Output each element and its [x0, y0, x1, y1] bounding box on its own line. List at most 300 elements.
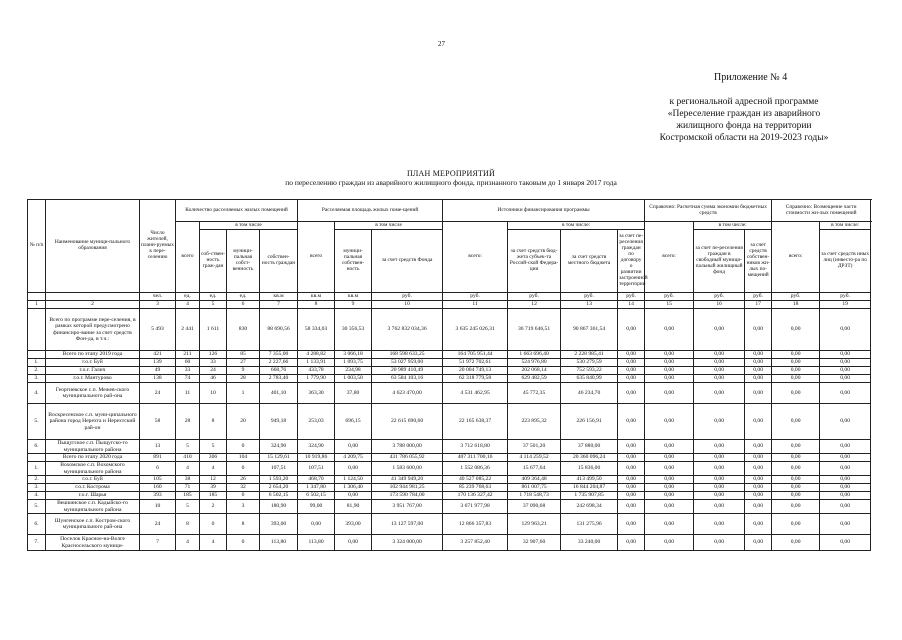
value-cell: 15 129,61	[260, 454, 298, 462]
value-cell: 4	[176, 462, 200, 476]
table-row	[28, 462, 871, 476]
value-cell: 0,00	[745, 383, 772, 404]
row-number-cell	[28, 309, 46, 351]
value-cell: 1 552 086,36	[443, 462, 508, 476]
value-cell: 12	[200, 476, 227, 484]
value-cell: 0,00	[772, 440, 820, 454]
value-cell: 324,90	[298, 440, 335, 454]
column-number-cell: 15	[645, 301, 694, 309]
column-number-cell: 4	[176, 301, 200, 309]
column-number-cell: 5	[200, 301, 227, 309]
value-cell: 0,00	[745, 476, 772, 484]
value-cell: 861 007,75	[508, 484, 561, 492]
value-cell: 53 027 959,00	[372, 359, 443, 367]
value-cell: 668,76	[260, 367, 298, 375]
value-cell: 3 762 832 034,36	[372, 309, 443, 351]
appendix-subtitle	[614, 96, 874, 144]
table-row	[28, 500, 871, 514]
value-cell: 6 502,15	[298, 492, 335, 500]
value-cell: 27	[227, 359, 260, 367]
value-cell: 530 279,59	[561, 359, 618, 367]
value-cell: 0,00	[694, 351, 745, 359]
value-cell: 36 719 646,51	[508, 309, 561, 351]
value-cell: 0,00	[645, 500, 694, 514]
header-area-total: всего	[298, 222, 335, 293]
value-cell: 413 499,50	[561, 476, 618, 484]
row-number-cell: 7.	[28, 535, 46, 551]
value-cell: 22 165 638,37	[443, 404, 508, 440]
value-cell: 0,00	[772, 309, 820, 351]
value-cell: 28	[176, 404, 200, 440]
value-cell: 5	[200, 440, 227, 454]
value-cell: 12 866 357,83	[443, 514, 508, 535]
value-cell: 49	[140, 367, 176, 375]
value-cell: 113,80	[298, 535, 335, 551]
value-cell: 7 355,00	[260, 351, 298, 359]
table-row	[28, 535, 871, 551]
value-cell: 0,00	[645, 309, 694, 351]
table-row	[28, 383, 871, 404]
value-cell: 0,00	[618, 375, 645, 383]
value-cell: 0,00	[694, 383, 745, 404]
value-cell: 104	[227, 454, 260, 462]
value-cell: 1 593,20	[260, 476, 298, 484]
value-cell: 0	[227, 535, 260, 551]
appendix-title: Приложение № 4	[714, 72, 788, 83]
value-cell: 0,00	[820, 535, 871, 551]
header-subject: за счет средств бюд-жета субъек-та Россий-ской Федера-ции	[508, 230, 561, 293]
value-cell: 0,00	[745, 367, 772, 375]
value-cell: 0,00	[618, 514, 645, 535]
value-cell: 0,00	[745, 309, 772, 351]
value-cell: 0,00	[772, 492, 820, 500]
municipality-name-cell: Вешкинское с.п. Кадыйско-го муниципального района	[46, 500, 140, 514]
value-cell: 0,00	[820, 492, 871, 500]
value-cell: 324,90	[260, 440, 298, 454]
value-cell: 28	[227, 375, 260, 383]
value-cell: 0,00	[820, 462, 871, 476]
value-cell: 0,00	[772, 484, 820, 492]
value-cell: 0,00	[820, 500, 871, 514]
value-cell: 0,00	[772, 351, 820, 359]
value-cell: 5	[176, 500, 200, 514]
header-group-refund: Справочно: Возмещение части стоимости жи-лых помещений	[772, 200, 871, 222]
value-cell: 202 068,14	[508, 367, 561, 375]
value-cell: 0,00	[618, 309, 645, 351]
value-cell: 0,00	[772, 375, 820, 383]
column-number-cell: 8	[298, 301, 335, 309]
value-cell: 37,80	[335, 383, 372, 404]
value-cell: 0,00	[745, 484, 772, 492]
unit-cell: кв.м	[298, 293, 335, 301]
value-cell: 0,00	[745, 440, 772, 454]
value-cell: 421	[140, 351, 176, 359]
row-number-cell: 4.	[28, 492, 46, 500]
value-cell: 1 133,91	[298, 359, 335, 367]
value-cell: 40 527 085,22	[443, 476, 508, 484]
value-cell: 0,00	[335, 462, 372, 476]
units-cell	[28, 293, 46, 301]
value-cell: 0,00	[772, 500, 820, 514]
value-cell: 164 705 951,44	[443, 351, 508, 359]
value-cell: 0	[227, 462, 260, 476]
value-cell: 85 239 768,63	[443, 484, 508, 492]
value-cell: 0,00	[745, 375, 772, 383]
value-cell: 2 441	[176, 309, 200, 351]
row-number-cell: 3.	[28, 484, 46, 492]
value-cell: 0,00	[618, 359, 645, 367]
value-cell: 393,00	[335, 514, 372, 535]
value-cell: 10	[200, 383, 227, 404]
value-cell: 0,00	[820, 476, 871, 484]
value-cell: 0,00	[645, 514, 694, 535]
header-name: Наименование муници-пального образования	[46, 200, 140, 293]
municipality-name-cell: г.о.г. Шарья	[46, 492, 140, 500]
header-municipal: муници-пальная собст-венность	[227, 230, 260, 293]
unit-cell: руб.	[372, 293, 443, 301]
column-number-cell: 9	[335, 301, 372, 309]
value-cell: 0,00	[335, 492, 372, 500]
column-number-cell: 10	[372, 301, 443, 309]
row-number-cell: 6.	[28, 514, 46, 535]
header-refund-incl: в том числе:	[820, 222, 871, 230]
value-cell: 37 501,20	[508, 440, 561, 454]
column-number-cell: 16	[694, 301, 745, 309]
header-refund-total: всего:	[772, 222, 820, 293]
value-cell: 85	[227, 351, 260, 359]
column-number-cell: 18	[772, 301, 820, 309]
value-cell: 33	[176, 367, 200, 375]
value-cell: 180,90	[260, 500, 298, 514]
value-cell: 0,00	[820, 383, 871, 404]
value-cell: 3 788 000,00	[372, 440, 443, 454]
value-cell: 3 324 000,00	[372, 535, 443, 551]
table-row	[28, 367, 871, 375]
header-residents: Число жителей, плани-руемых к пере-селению	[140, 200, 176, 293]
unit-cell: кв.м	[260, 293, 298, 301]
column-number-cell: 12	[508, 301, 561, 309]
value-cell: 0,00	[645, 440, 694, 454]
value-cell: 409 364,48	[508, 476, 561, 484]
row-number-cell: 5.	[28, 500, 46, 514]
unit-cell: руб.	[645, 293, 694, 301]
value-cell: 0,00	[618, 383, 645, 404]
row-number-cell: 4.	[28, 383, 46, 404]
value-cell: 2 783,40	[260, 375, 298, 383]
value-cell: 0,00	[694, 484, 745, 492]
value-cell: 32 907,60	[508, 535, 561, 551]
value-cell: 2	[200, 500, 227, 514]
value-cell: 3 671 977,98	[443, 500, 508, 514]
value-cell: 1 306,40	[335, 484, 372, 492]
value-cell: 696,15	[335, 404, 372, 440]
table-row	[28, 484, 871, 492]
column-number-cell: 2	[46, 301, 140, 309]
value-cell: 107,51	[260, 462, 298, 476]
value-cell: 0,00	[618, 454, 645, 462]
value-cell: 1 779,90	[298, 375, 335, 383]
value-cell: 3 635 245 026,31	[443, 309, 508, 351]
value-cell: 0,00	[694, 492, 745, 500]
row-number-cell: 1.	[28, 359, 46, 367]
value-cell: 0,00	[645, 383, 694, 404]
header-num: № п/п	[28, 200, 46, 293]
municipality-name-cell: Всего по этапу 2019 года	[46, 351, 140, 359]
header-local: за счет средств местного бюджета	[561, 230, 618, 293]
units-cell	[46, 293, 140, 301]
value-cell: 51 972 702,61	[443, 359, 508, 367]
header-refund-b: за счет средств иных лиц (инвесто-ра по ДРЗТ)	[820, 230, 871, 293]
value-cell: 4 531 462,95	[443, 383, 508, 404]
value-cell: 0,00	[772, 476, 820, 484]
value-cell: 74	[176, 375, 200, 383]
value-cell: 8	[176, 514, 200, 535]
value-cell: 13	[140, 440, 176, 454]
value-cell: 0,00	[618, 492, 645, 500]
value-cell: 7	[140, 535, 176, 551]
value-cell: 0	[227, 440, 260, 454]
value-cell: 0,00	[745, 535, 772, 551]
value-cell: 253,03	[298, 404, 335, 440]
value-cell: 0,00	[694, 375, 745, 383]
value-cell: 0,00	[772, 383, 820, 404]
row-number-cell	[28, 454, 46, 462]
value-cell: 393	[140, 492, 176, 500]
value-cell: 0,00	[820, 484, 871, 492]
value-cell: 0,00	[772, 535, 820, 551]
value-cell: 24	[140, 383, 176, 404]
value-cell: 0,00	[645, 535, 694, 551]
table-row	[28, 351, 871, 359]
value-cell: 3 951 767,00	[372, 500, 443, 514]
unit-cell: руб.	[745, 293, 772, 301]
table-row	[28, 440, 871, 454]
value-cell: 223 895,32	[508, 404, 561, 440]
value-cell: 0,00	[745, 462, 772, 476]
appendix-subtitle-line: жилищного фонда на территории	[676, 121, 812, 131]
value-cell: 0,00	[335, 440, 372, 454]
value-cell: 3 066,18	[335, 351, 372, 359]
value-cell: 1	[227, 383, 260, 404]
unit-cell: ед.	[200, 293, 227, 301]
header-savings-a: за счет пе-реселения граждан по договору о развитии застроенной территории	[618, 230, 645, 293]
value-cell: 0,00	[645, 351, 694, 359]
unit-cell: руб.	[820, 293, 871, 301]
table-row	[28, 359, 871, 367]
value-cell: 1 611	[200, 309, 227, 351]
value-cell: 1 718 548,73	[508, 492, 561, 500]
value-cell: 173 590 784,00	[372, 492, 443, 500]
value-cell: 8	[200, 404, 227, 440]
value-cell: 393,00	[260, 514, 298, 535]
column-number-cell: 13	[561, 301, 618, 309]
municipality-name-cell: Георгиевское с.п. Межев-ского муниципального рай-она	[46, 383, 140, 404]
value-cell: 226 156,91	[561, 404, 618, 440]
value-cell: 0,00	[820, 351, 871, 359]
header-municipal-area: муници-пальная собствен-ность	[335, 230, 372, 293]
value-cell: 2 228 985,41	[561, 351, 618, 359]
value-cell: 752 593,22	[561, 367, 618, 375]
header-refund-a: за счет средств собствен-ников жи-лых по-мещений	[745, 230, 772, 293]
value-cell: 58 334,03	[298, 309, 335, 351]
value-cell: 26	[227, 476, 260, 484]
municipality-name-cell: Шунгенское с.п. Костром-ского муниципального рай-она	[46, 514, 140, 535]
value-cell: 4	[176, 535, 200, 551]
municipality-name-cell: Вохомское с.п. Вохомского муниципального района	[46, 462, 140, 476]
unit-cell: руб.	[694, 293, 745, 301]
value-cell: 185	[200, 492, 227, 500]
value-cell: 0,00	[618, 535, 645, 551]
row-number-cell: 2.	[28, 476, 46, 484]
value-cell: 15 677,64	[508, 462, 561, 476]
value-cell: 0,00	[745, 351, 772, 359]
value-cell: 0,00	[820, 375, 871, 383]
value-cell: 63 584 103,16	[372, 375, 443, 383]
column-number-cell: 19	[820, 301, 871, 309]
value-cell: 891	[140, 454, 176, 462]
value-cell: 0,00	[645, 359, 694, 367]
value-cell: 0,00	[745, 404, 772, 440]
value-cell: 113,80	[260, 535, 298, 551]
value-cell: 0,00	[618, 500, 645, 514]
value-cell: 431 786 055,92	[372, 454, 443, 462]
value-cell: 9	[227, 367, 260, 375]
page-number: 27	[438, 40, 445, 48]
value-cell: 20 989 410,49	[372, 367, 443, 375]
value-cell: 0,00	[694, 367, 745, 375]
value-cell: 629 482,59	[508, 375, 561, 383]
municipality-name-cell: г.о.г. Буй	[46, 359, 140, 367]
column-number-cell: 6	[227, 301, 260, 309]
value-cell: 4 209,75	[335, 454, 372, 462]
table-row	[28, 492, 871, 500]
column-number-cell: 14	[618, 301, 645, 309]
municipality-name-cell: г.о.г. Галич	[46, 367, 140, 375]
value-cell: 126	[200, 351, 227, 359]
value-cell: 4	[200, 462, 227, 476]
value-cell: 60	[176, 359, 200, 367]
table-row	[28, 309, 871, 351]
header-fund: за счет средств Фонда	[372, 230, 443, 293]
value-cell: 0,00	[820, 454, 871, 462]
unit-cell: руб.	[772, 293, 820, 301]
value-cell: 0,00	[694, 476, 745, 484]
municipality-name-cell: Воскресенское с.п. муни-ципального района город Нерехта и Нерехтский рай-он	[46, 404, 140, 440]
plan-title: ПЛАН МЕРОПРИЯТИЙ	[406, 169, 496, 178]
value-cell: 38	[176, 476, 200, 484]
value-cell: 131 275,96	[561, 514, 618, 535]
value-cell: 401,10	[260, 383, 298, 404]
value-cell: 20 004 749,13	[443, 367, 508, 375]
unit-cell: ед.	[176, 293, 200, 301]
value-cell: 4	[200, 535, 227, 551]
value-cell: 3	[227, 500, 260, 514]
value-cell: 33	[200, 359, 227, 367]
value-cell: 0,00	[645, 484, 694, 492]
value-cell: 0,00	[645, 492, 694, 500]
value-cell: 6	[140, 462, 176, 476]
value-cell: 10	[140, 500, 176, 514]
header-area-incl: в том числе	[335, 222, 443, 230]
value-cell: 1 003,50	[335, 375, 372, 383]
header-count-incl: в том числе	[200, 222, 298, 230]
value-cell: 306	[200, 454, 227, 462]
value-cell: 0,00	[772, 359, 820, 367]
header-group-count: Количество расселяемых жилых помещений	[176, 200, 298, 222]
value-cell: 4 623 470,00	[372, 383, 443, 404]
appendix-subtitle-line: «Переселение граждан из аварийного	[667, 109, 821, 119]
value-cell: 468,70	[298, 476, 335, 484]
value-cell: 6 502,15	[260, 492, 298, 500]
header-savings-incl: в том числе:	[694, 222, 772, 230]
value-cell: 0,00	[820, 404, 871, 440]
header-sources-incl: в том числе:	[508, 222, 645, 230]
value-cell: 138	[140, 375, 176, 383]
unit-cell: руб.	[508, 293, 561, 301]
value-cell: 1 093,75	[335, 359, 372, 367]
value-cell: 107,51	[298, 462, 335, 476]
value-cell: 37 090,68	[508, 500, 561, 514]
appendix-subtitle-line: к региональной адресной программе	[669, 97, 819, 107]
table-row	[28, 514, 871, 535]
column-number-cell: 17	[745, 301, 772, 309]
row-number-cell: 3.	[28, 375, 46, 383]
value-cell: 0,00	[645, 462, 694, 476]
value-cell: 3 712 618,80	[443, 440, 508, 454]
value-cell: 0,00	[772, 454, 820, 462]
value-cell: 62 318 779,58	[443, 375, 508, 383]
value-cell: 105	[140, 476, 176, 484]
value-cell: 0,00	[820, 309, 871, 351]
value-cell: 129 963,21	[508, 514, 561, 535]
value-cell: 45 772,35	[508, 383, 561, 404]
value-cell: 88 690,56	[260, 309, 298, 351]
value-cell: 16 844 204,87	[561, 484, 618, 492]
value-cell: 0,00	[618, 462, 645, 476]
column-number-cell: 11	[443, 301, 508, 309]
value-cell: 22 615 690,60	[372, 404, 443, 440]
value-cell: 1 583 600,00	[372, 462, 443, 476]
value-cell: 37 880,00	[561, 440, 618, 454]
value-cell: 4 288,82	[298, 351, 335, 359]
table-row	[28, 375, 871, 383]
value-cell: 0,00	[820, 359, 871, 367]
value-cell: 0,00	[745, 454, 772, 462]
plan-table	[27, 199, 871, 551]
table-row	[28, 404, 871, 440]
municipality-name-cell: Всего по программе пере-селения, в рамках которой предусмотрено финансиро-вание за счет средств Фон-да, в т.ч.:	[46, 309, 140, 351]
value-cell: 58	[140, 404, 176, 440]
unit-cell: руб.	[618, 293, 645, 301]
header-group-area: Расселяемая площадь жилых поме-щений	[298, 200, 443, 222]
value-cell: 102 944 981,25	[372, 484, 443, 492]
value-cell: 0,00	[694, 359, 745, 367]
value-cell: 11	[176, 383, 200, 404]
value-cell: 0,00	[820, 367, 871, 375]
unit-cell: ед.	[227, 293, 260, 301]
header-savings-b: за счет пе-реселения граждан в свободный муници-пальный жилищный фонд	[694, 230, 745, 293]
value-cell: 0,00	[772, 462, 820, 476]
value-cell: 1 347,80	[298, 484, 335, 492]
unit-cell: кв.м	[335, 293, 372, 301]
value-cell: 0,00	[694, 440, 745, 454]
unit-cell: чел.	[140, 293, 176, 301]
header-savings-total: всего:	[645, 222, 694, 293]
value-cell: 524 976,80	[508, 359, 561, 367]
column-number-cell: 1	[28, 301, 46, 309]
value-cell: 0,00	[645, 454, 694, 462]
value-cell: 363,30	[298, 383, 335, 404]
